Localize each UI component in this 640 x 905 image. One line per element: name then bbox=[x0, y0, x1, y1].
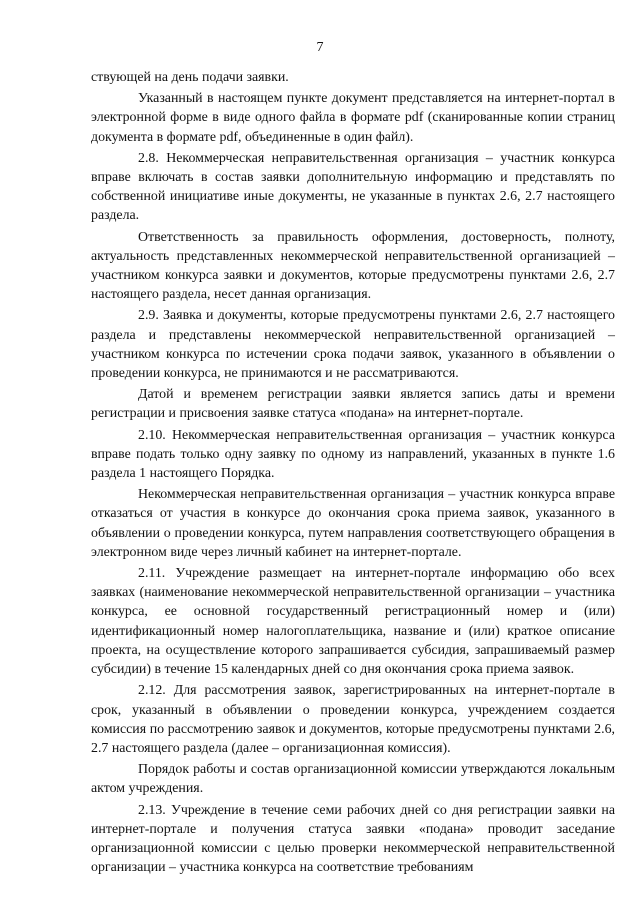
paragraph-2-10: 2.10. Некоммерческая неправительственная организация – участник конкурса вправе подать только одну заявку по одному из направлений, указанных в пункте 1.6 раздела 1 настоящего Порядка. bbox=[91, 427, 615, 482]
paragraph-2-8: 2.8. Некоммерческая неправительственная организация – участник конкурса вправе включать в состав заявки дополнительную информацию и представлять по собственной инициативе иные документы, не указанные в пунктах 2.6, 2.7 настоящего раздела. bbox=[91, 150, 615, 224]
paragraph-2-12: 2.12. Для рассмотрения заявок, зарегистрированных на интернет-портале в срок, указанный в объявлении о проведении конкурса, учреждением создается комиссия по рассмотрению заявок и документов, которые предусмотрены пунктами 2.6, 2.7 настоящего раздела (далее – организационная комиссия). bbox=[91, 683, 615, 756]
page-number: 7 bbox=[316, 40, 324, 55]
paragraph-registration-date: Датой и временем регистрации заявки является запись даты и времени регистрации и присвоения заявке статуса «подана» на интернет-портале. bbox=[91, 387, 615, 422]
paragraph-portal-pdf: Указанный в настоящем пункте документ представляется на интернет-портал в электронной форме в виде одного файла в формате pdf (сканированные копии страниц документа в формате pdf, объединенные в один файл). bbox=[91, 91, 615, 145]
paragraph-2-9: 2.9. Заявка и документы, которые предусмотрены пунктами 2.6, 2.7 настоящего раздела и представлены некоммерческой неправительственной организацией – участником конкурса по истечении срока подачи заявок, указанного в объявлении о проведении конкурса, не принимаются и не рассматриваются. bbox=[91, 308, 615, 382]
paragraph-continuation: ствующей на день подачи заявки. bbox=[91, 70, 289, 85]
paragraph-responsibility: Ответственность за правильность оформления, достоверность, полноту, актуальность представленных некоммерческой неправительственной организацией – участником конкурса заявки и документов, которые предусмотрены пунктами 2.6, 2.7 настоящего раздела, несет данная организация. bbox=[91, 229, 615, 303]
paragraph-2-13: 2.13. Учреждение в течение семи рабочих дней со дня регистрации заявки на интернет-портале и получения статуса заявки «подана» проводит заседание организационной комиссии с целью проверки некоммерческой неправительственной организации – участника конкурса на соответствие требованиям bbox=[91, 802, 615, 876]
paragraph-commission-order: Порядок работы и состав организационной комиссии утверждаются локальным актом учреждения. bbox=[91, 762, 615, 797]
paragraph-2-11: 2.11. Учреждение размещает на интернет-портале информацию обо всех заявках (наименование некоммерческой неправительственной организации – участника конкурса, ее основной государственный регистрационный номер и (или) идентификационный номер налогоплательщика, название и (или) краткое описание проекта, на осуществление которого запрашивается субсидия, запрашиваемый размер субсидии) в течение 15 календарных дней со дня окончания срока приема заявок. bbox=[91, 566, 615, 678]
document-body bbox=[91, 68, 615, 879]
paragraph-withdrawal: Некоммерческая неправительственная организация – участник конкурса вправе отказаться от участия в конкурсе до окончания срока приема заявок, указанного в объявлении о проведении конкурса, путем направления соответствующего обращения в электронном виде через личный кабинет на интернет-портале. bbox=[91, 487, 615, 560]
